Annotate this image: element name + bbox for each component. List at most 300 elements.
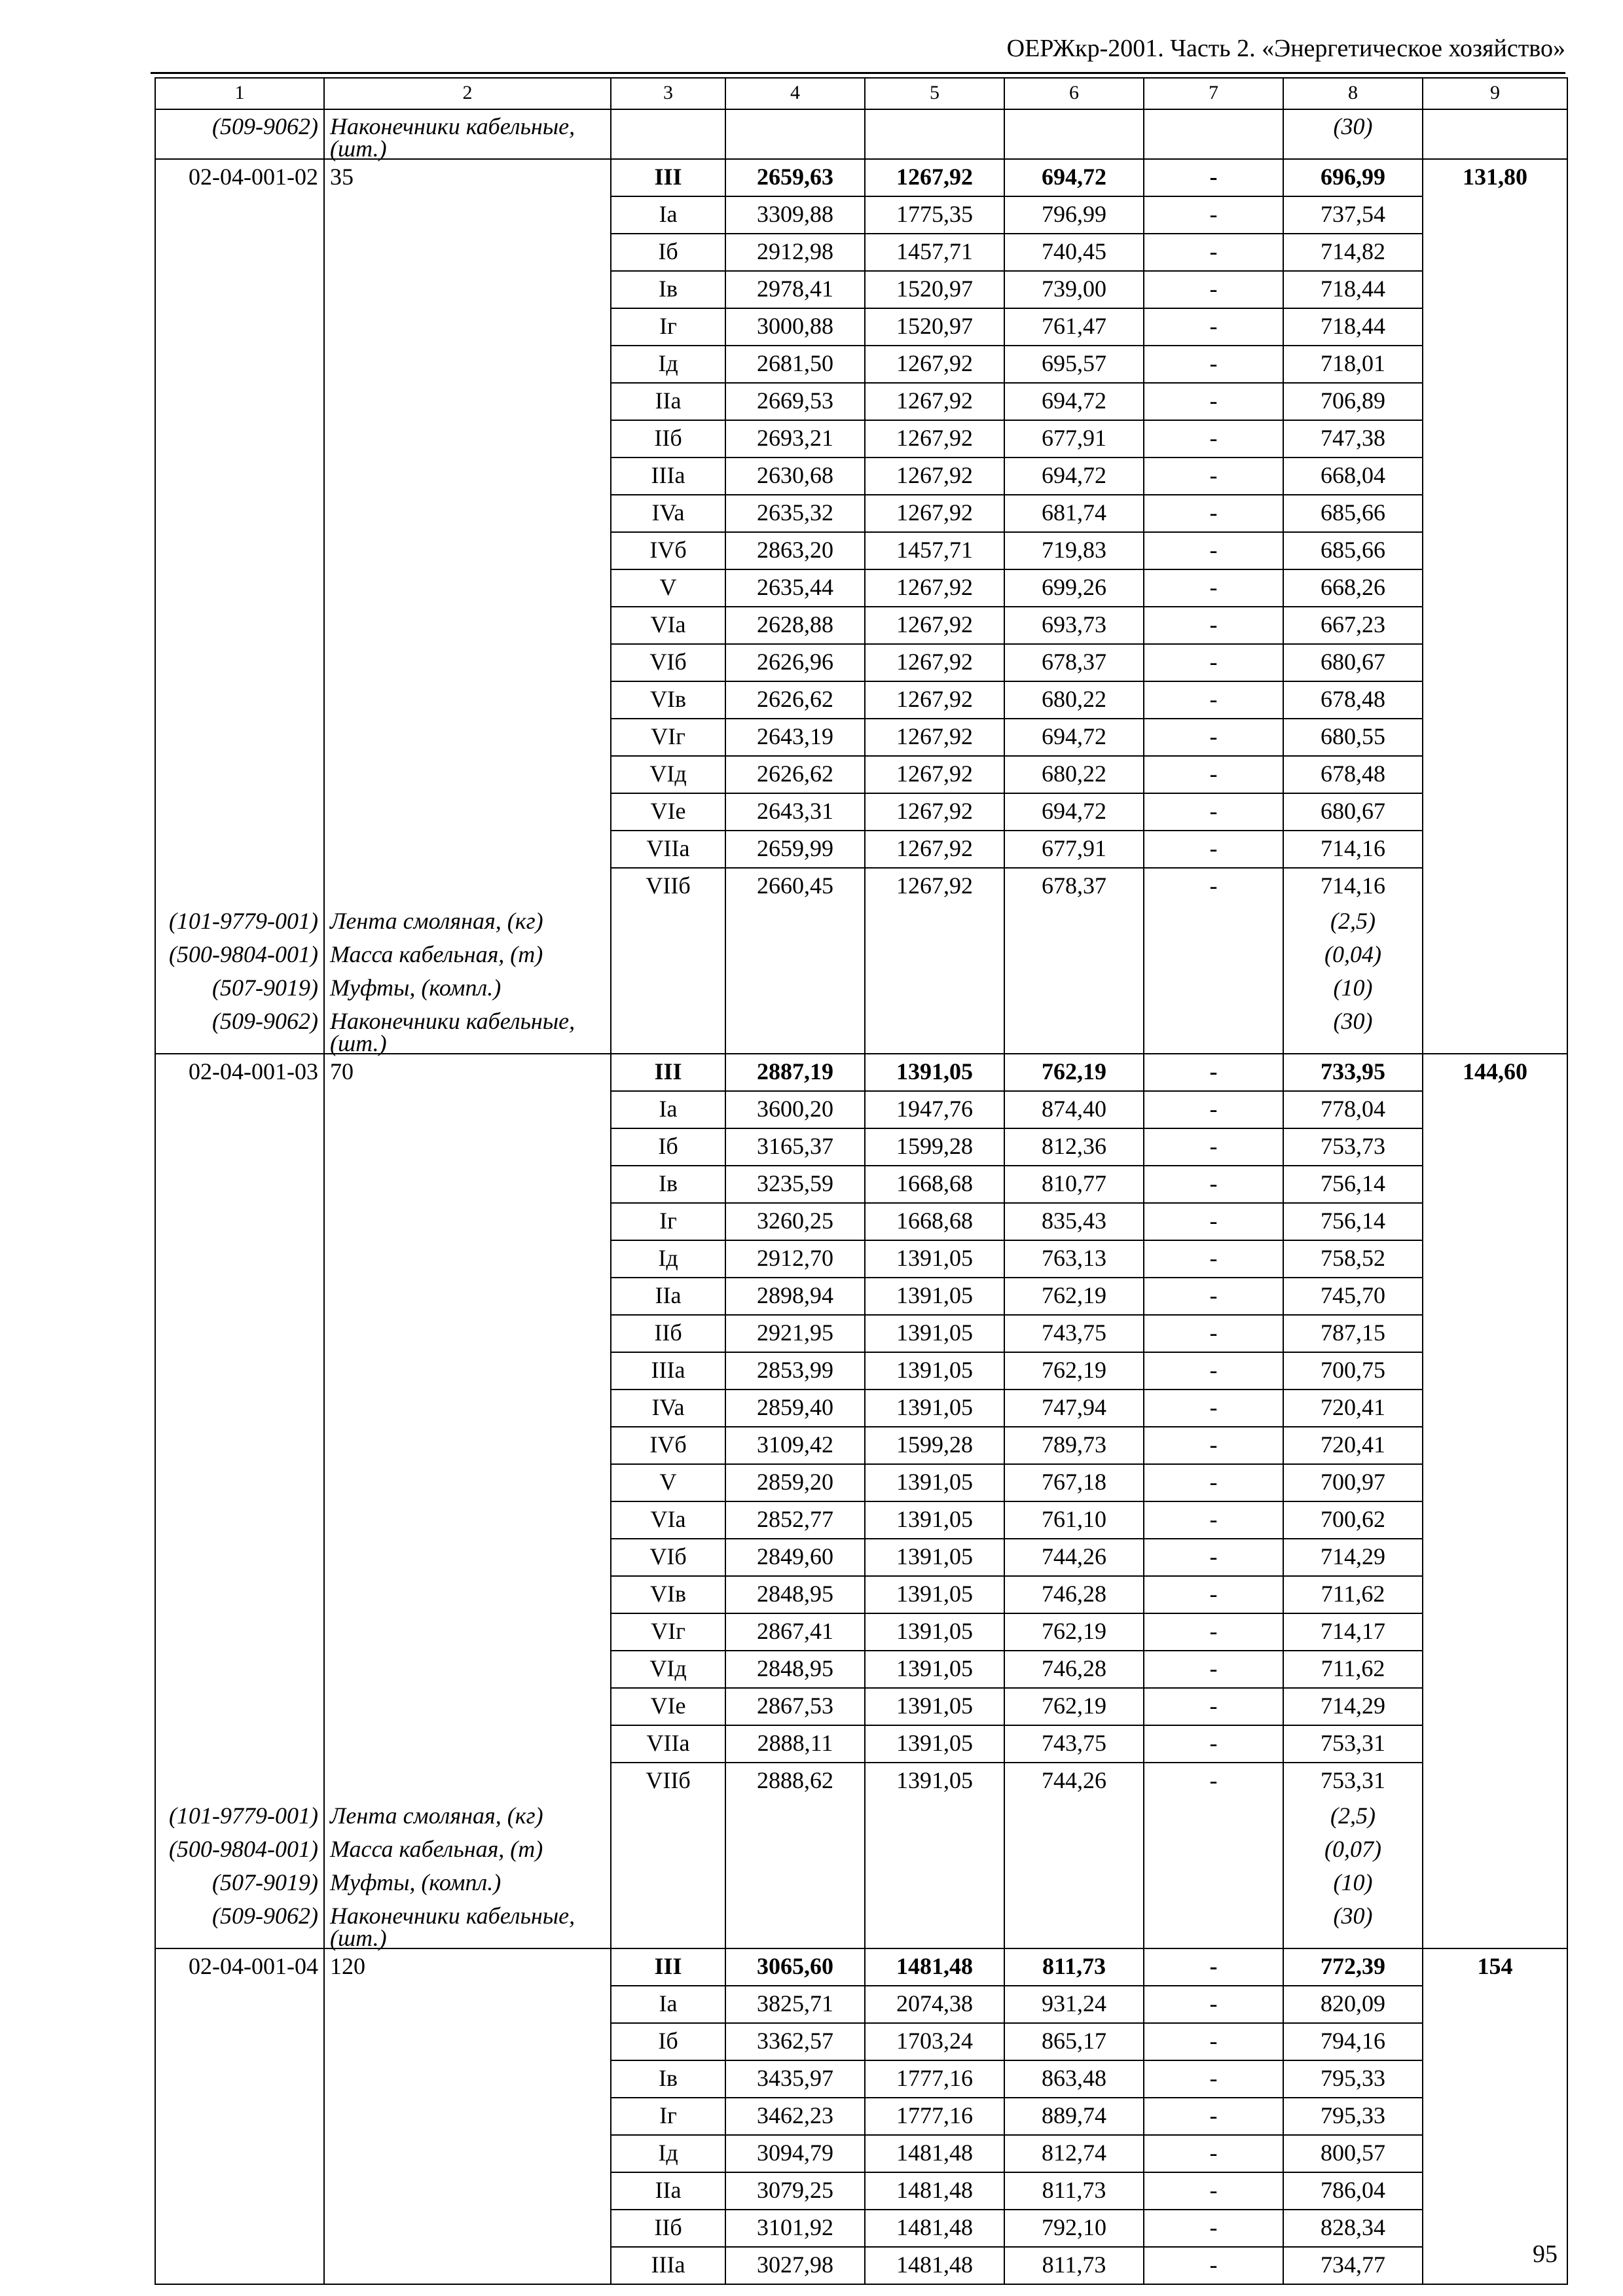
machines-text: 719,83 — [1042, 537, 1106, 563]
wages-text: 1391,05 — [896, 1730, 973, 1756]
region-cell — [611, 1725, 725, 1763]
wages-cell — [865, 831, 1004, 868]
materials-cell — [1283, 2060, 1423, 2098]
total-cost-cell — [725, 1576, 865, 1613]
materials-text: 678,48 — [1321, 686, 1385, 712]
machines-cell — [1004, 2247, 1144, 2284]
materials-cell — [1283, 831, 1423, 868]
materials-cell — [1283, 1464, 1423, 1501]
materials-text: 745,70 — [1321, 1282, 1385, 1308]
machinists-wages-cell — [1144, 2023, 1283, 2060]
total-cost-text: 2867,53 — [757, 1693, 833, 1719]
wages-text: 1267,92 — [896, 686, 973, 712]
code-cell — [155, 308, 324, 346]
code-cell — [155, 644, 324, 681]
code-cell — [155, 756, 324, 793]
code-cell — [155, 2060, 324, 2098]
wages-text: 1391,05 — [896, 1282, 973, 1308]
name-cell — [324, 1166, 611, 1203]
machinists-wages-text: - — [1209, 761, 1218, 787]
machinists-wages-cell — [1144, 644, 1283, 681]
materials-text: (0,04) — [1324, 941, 1381, 967]
machinists-wages-cell — [1144, 383, 1283, 420]
wages-cell — [865, 971, 1004, 1005]
material-row — [155, 1005, 1567, 1054]
code-cell — [155, 1613, 324, 1651]
code-cell — [155, 383, 324, 420]
machines-cell — [1004, 1539, 1144, 1576]
total-cost-text: 2635,44 — [757, 574, 833, 600]
materials-cell — [1283, 793, 1423, 831]
labor-cell — [1423, 2060, 1567, 2098]
materials-cell — [1283, 1390, 1423, 1427]
machinists-wages-text: - — [1209, 1394, 1218, 1420]
materials-text: 668,04 — [1321, 462, 1385, 488]
machinists-wages-text: - — [1209, 1953, 1218, 1979]
total-cost-text: 3000,88 — [757, 313, 833, 339]
region-cell — [611, 159, 725, 196]
region-cell — [611, 1986, 725, 2023]
labor-cell — [1423, 1725, 1567, 1763]
rate-row — [155, 1278, 1567, 1315]
region-text: IIб — [654, 425, 682, 451]
materials-text: 795,33 — [1321, 2102, 1385, 2128]
machines-cell — [1004, 109, 1144, 159]
machines-cell — [1004, 2172, 1144, 2210]
labor-cell — [1423, 1128, 1567, 1166]
total-cost-text: 3462,23 — [757, 2102, 833, 2128]
total-cost-text: 2912,70 — [757, 1245, 833, 1271]
region-text: VIe — [650, 1693, 686, 1719]
wages-cell — [865, 905, 1004, 938]
code-cell — [155, 1203, 324, 1240]
machines-text: 874,40 — [1042, 1096, 1106, 1122]
labor-cell — [1423, 1833, 1567, 1866]
total-cost-cell — [725, 607, 865, 644]
code-cell — [155, 1833, 324, 1866]
total-cost-cell — [725, 831, 865, 868]
total-cost-text: 2912,98 — [757, 238, 833, 264]
column-number: 5 — [865, 78, 1004, 109]
region-text: VIв — [650, 1581, 686, 1607]
machinists-wages-cell — [1144, 1054, 1283, 1091]
machinists-wages-text: - — [1209, 2251, 1218, 2278]
materials-text: 714,29 — [1321, 1693, 1385, 1719]
machinists-wages-cell — [1144, 196, 1283, 234]
code-cell — [155, 1799, 324, 1833]
rate-row — [155, 1688, 1567, 1725]
wages-text: 1391,05 — [896, 1394, 973, 1420]
machinists-wages-text: - — [1209, 1282, 1218, 1308]
region-text: Iв — [659, 2065, 678, 2091]
machinists-wages-cell — [1144, 1688, 1283, 1725]
materials-text: 706,89 — [1321, 387, 1385, 414]
machines-cell — [1004, 1763, 1144, 1799]
region-text: IIIa — [651, 2251, 685, 2278]
materials-cell — [1283, 2135, 1423, 2172]
total-cost-text: 2921,95 — [757, 1319, 833, 1346]
labor-cell — [1423, 1986, 1567, 2023]
code-text: (101-9779-001) — [169, 1803, 318, 1829]
machines-cell — [1004, 1464, 1144, 1501]
machines-cell — [1004, 1005, 1144, 1054]
materials-cell — [1283, 1203, 1423, 1240]
name-cell — [324, 719, 611, 756]
rate-row — [155, 1948, 1567, 1986]
region-text: VIe — [650, 798, 686, 824]
machines-text: 693,73 — [1042, 611, 1106, 637]
total-cost-text: 3825,71 — [757, 1990, 833, 2017]
materials-cell — [1283, 457, 1423, 495]
total-cost-cell — [725, 1054, 865, 1091]
machines-text: 812,36 — [1042, 1133, 1106, 1159]
materials-text: 714,82 — [1321, 238, 1385, 264]
region-text: Iг — [659, 313, 677, 339]
machines-text: 865,17 — [1042, 2028, 1106, 2054]
materials-cell — [1283, 1948, 1423, 1986]
total-cost-text: 3165,37 — [757, 1133, 833, 1159]
machines-text: 811,73 — [1042, 1953, 1106, 1979]
total-cost-cell — [725, 905, 865, 938]
name-cell — [324, 1054, 611, 1091]
machinists-wages-text: - — [1209, 238, 1218, 264]
name-cell — [324, 308, 611, 346]
machinists-wages-cell — [1144, 1539, 1283, 1576]
code-cell — [155, 346, 324, 383]
labor-cell — [1423, 905, 1567, 938]
name-cell — [324, 607, 611, 644]
column-number: 3 — [611, 78, 725, 109]
wages-cell — [865, 1833, 1004, 1866]
machines-cell — [1004, 1240, 1144, 1278]
total-cost-cell — [725, 495, 865, 532]
machines-cell — [1004, 1948, 1144, 1986]
machines-cell — [1004, 938, 1144, 971]
wages-cell — [865, 1278, 1004, 1315]
rate-row — [155, 271, 1567, 308]
materials-cell — [1283, 346, 1423, 383]
machinists-wages-text: - — [1209, 350, 1218, 376]
total-cost-cell — [725, 1240, 865, 1278]
code-cell — [155, 1128, 324, 1166]
name-cell — [324, 1763, 611, 1799]
materials-cell — [1283, 1278, 1423, 1315]
machinists-wages-cell — [1144, 1390, 1283, 1427]
materials-cell — [1283, 1005, 1423, 1054]
wages-text: 1267,92 — [896, 462, 973, 488]
name-cell — [324, 1128, 611, 1166]
wages-cell — [865, 457, 1004, 495]
rate-row — [155, 420, 1567, 457]
total-cost-text: 2626,62 — [757, 686, 833, 712]
machinists-wages-cell — [1144, 271, 1283, 308]
materials-cell — [1283, 1763, 1423, 1799]
total-cost-text: 2630,68 — [757, 462, 833, 488]
code-cell — [155, 607, 324, 644]
machines-cell — [1004, 2135, 1144, 2172]
region-cell — [611, 719, 725, 756]
name-cell — [324, 495, 611, 532]
region-cell — [611, 831, 725, 868]
machinists-wages-cell — [1144, 1501, 1283, 1539]
materials-cell — [1283, 1539, 1423, 1576]
region-text: Iд — [658, 1245, 678, 1271]
materials-text: 820,09 — [1321, 1990, 1385, 2017]
name-cell — [324, 1005, 611, 1054]
machinists-wages-cell — [1144, 569, 1283, 607]
labor-cell — [1423, 1799, 1567, 1833]
name-cell — [324, 1899, 611, 1951]
code-cell — [155, 1091, 324, 1128]
machinists-wages-text: - — [1209, 611, 1218, 637]
labor-cell — [1423, 831, 1567, 868]
materials-text: 756,14 — [1321, 1208, 1385, 1234]
region-cell — [611, 1166, 725, 1203]
code-cell — [155, 1278, 324, 1315]
total-cost-cell — [725, 1005, 865, 1054]
total-cost-text: 2853,99 — [757, 1357, 833, 1383]
name-cell — [324, 1427, 611, 1464]
materials-text: 680,67 — [1321, 798, 1385, 824]
total-cost-cell — [725, 159, 865, 196]
region-text: III — [654, 1953, 682, 1979]
region-cell — [611, 1576, 725, 1613]
region-cell — [611, 1688, 725, 1725]
rate-row — [155, 1501, 1567, 1539]
materials-text: 680,67 — [1321, 649, 1385, 675]
materials-cell — [1283, 644, 1423, 681]
machines-cell — [1004, 1054, 1144, 1091]
rate-row — [155, 1725, 1567, 1763]
wages-cell — [865, 1799, 1004, 1833]
materials-text: 685,66 — [1321, 499, 1385, 526]
name-cell — [324, 1315, 611, 1352]
materials-text: 828,34 — [1321, 2214, 1385, 2240]
region-cell — [611, 681, 725, 719]
materials-cell — [1283, 1986, 1423, 2023]
total-cost-cell — [725, 1278, 865, 1315]
total-cost-cell — [725, 971, 865, 1005]
wages-cell — [865, 793, 1004, 831]
name-cell — [324, 234, 611, 271]
materials-cell — [1283, 1501, 1423, 1539]
region-text: Iг — [659, 1208, 677, 1234]
materials-text: (0,07) — [1324, 1836, 1381, 1862]
wages-cell — [865, 1203, 1004, 1240]
machines-text: 681,74 — [1042, 499, 1106, 526]
total-cost-cell — [725, 1986, 865, 2023]
region-cell — [611, 1613, 725, 1651]
labor-cell — [1423, 1054, 1567, 1091]
wages-cell — [865, 1501, 1004, 1539]
machinists-wages-text: - — [1209, 1170, 1218, 1196]
total-cost-cell — [725, 2135, 865, 2172]
machines-cell — [1004, 1986, 1144, 2023]
materials-text: (30) — [1333, 1008, 1373, 1034]
rate-row — [155, 1166, 1567, 1203]
wages-text: 1668,68 — [896, 1208, 973, 1234]
machines-text: 677,91 — [1042, 835, 1106, 861]
machinists-wages-cell — [1144, 2210, 1283, 2247]
machines-text: 863,48 — [1042, 2065, 1106, 2091]
code-cell — [155, 1427, 324, 1464]
total-cost-cell — [725, 2023, 865, 2060]
region-text: VIa — [650, 611, 686, 637]
wages-cell — [865, 109, 1004, 159]
total-cost-cell — [725, 1833, 865, 1866]
code-cell — [155, 681, 324, 719]
materials-cell — [1283, 532, 1423, 569]
total-cost-cell — [725, 109, 865, 159]
region-cell — [611, 1799, 725, 1833]
materials-cell — [1283, 1799, 1423, 1833]
name-cell — [324, 1539, 611, 1576]
rate-row — [155, 2210, 1567, 2247]
machines-text: 889,74 — [1042, 2102, 1106, 2128]
machines-text: 694,72 — [1042, 164, 1106, 190]
region-cell — [611, 2060, 725, 2098]
machines-text: 747,94 — [1042, 1394, 1106, 1420]
wages-text: 1391,05 — [896, 1058, 973, 1085]
machines-cell — [1004, 383, 1144, 420]
materials-cell — [1283, 2210, 1423, 2247]
region-cell — [611, 457, 725, 495]
region-text: VIв — [650, 686, 686, 712]
materials-cell — [1283, 1576, 1423, 1613]
code-cell — [155, 2172, 324, 2210]
machinists-wages-cell — [1144, 234, 1283, 271]
region-cell — [611, 383, 725, 420]
region-text: IIa — [655, 1282, 682, 1308]
name-cell — [324, 1651, 611, 1688]
wages-cell — [865, 938, 1004, 971]
machinists-wages-cell — [1144, 1833, 1283, 1866]
machinists-wages-text: - — [1209, 574, 1218, 600]
material-row — [155, 1899, 1567, 1948]
name-cell — [324, 971, 611, 1005]
materials-text: (10) — [1333, 975, 1373, 1001]
code-text: 02-04-001-03 — [189, 1058, 318, 1085]
name-cell — [324, 1501, 611, 1539]
machinists-wages-cell — [1144, 1651, 1283, 1688]
materials-cell — [1283, 271, 1423, 308]
labor-cell — [1423, 109, 1567, 159]
code-cell — [155, 1576, 324, 1613]
machines-cell — [1004, 159, 1144, 196]
machinists-wages-cell — [1144, 1352, 1283, 1390]
machines-cell — [1004, 1427, 1144, 1464]
machines-cell — [1004, 2210, 1144, 2247]
materials-text: 733,95 — [1321, 1058, 1385, 1085]
name-cell — [324, 159, 611, 196]
wages-text: 1775,35 — [896, 201, 973, 227]
machines-cell — [1004, 495, 1144, 532]
code-text: (509-9062) — [212, 1903, 318, 1929]
region-cell — [611, 1054, 725, 1091]
materials-text: 718,44 — [1321, 313, 1385, 339]
region-cell — [611, 1763, 725, 1799]
materials-text: 700,75 — [1321, 1357, 1385, 1383]
wages-text: 1267,92 — [896, 798, 973, 824]
region-text: III — [654, 1058, 682, 1085]
rate-row — [155, 831, 1567, 868]
machines-text: 746,28 — [1042, 1581, 1106, 1607]
materials-text: 720,41 — [1321, 1431, 1385, 1458]
labor-cell — [1423, 719, 1567, 756]
materials-text: 758,52 — [1321, 1245, 1385, 1271]
labor-cell — [1423, 1651, 1567, 1688]
region-cell — [611, 868, 725, 905]
wages-cell — [865, 2210, 1004, 2247]
machines-text: 763,13 — [1042, 1245, 1106, 1271]
name-cell — [324, 196, 611, 234]
region-cell — [611, 644, 725, 681]
wages-text: 1481,48 — [896, 1953, 973, 1979]
name-cell — [324, 271, 611, 308]
machinists-wages-cell — [1144, 1315, 1283, 1352]
code-cell — [155, 1866, 324, 1899]
machines-cell — [1004, 1166, 1144, 1203]
code-cell — [155, 2023, 324, 2060]
name-cell — [324, 1613, 611, 1651]
name-text: Наконечники кабельные, — [330, 113, 575, 139]
labor-cell — [1423, 1688, 1567, 1725]
total-cost-text: 2898,94 — [757, 1282, 833, 1308]
machines-text: 678,37 — [1042, 872, 1106, 899]
column-number: 6 — [1004, 78, 1144, 109]
total-cost-text: 3109,42 — [757, 1431, 833, 1458]
labor-cell — [1423, 569, 1567, 607]
region-cell — [611, 1539, 725, 1576]
material-row — [155, 109, 1567, 159]
machinists-wages-cell — [1144, 532, 1283, 569]
labor-cell — [1423, 234, 1567, 271]
column-number: 7 — [1144, 78, 1283, 109]
wages-cell — [865, 271, 1004, 308]
labor-cell — [1423, 1501, 1567, 1539]
region-cell — [611, 905, 725, 938]
region-cell — [611, 1948, 725, 1986]
machinists-wages-cell — [1144, 420, 1283, 457]
materials-text: 786,04 — [1321, 2177, 1385, 2203]
region-cell — [611, 793, 725, 831]
materials-cell — [1283, 971, 1423, 1005]
machinists-wages-cell — [1144, 109, 1283, 159]
materials-cell — [1283, 1128, 1423, 1166]
region-cell — [611, 2023, 725, 2060]
name-text-line2: (шт.) — [330, 1030, 387, 1056]
code-cell — [155, 271, 324, 308]
machinists-wages-cell — [1144, 1427, 1283, 1464]
labor-cell — [1423, 1203, 1567, 1240]
materials-text: 787,15 — [1321, 1319, 1385, 1346]
labor-cell — [1423, 1763, 1567, 1799]
machines-text: 680,22 — [1042, 686, 1106, 712]
machinists-wages-cell — [1144, 2098, 1283, 2135]
materials-text: (2,5) — [1330, 908, 1376, 934]
machines-text: 810,77 — [1042, 1170, 1106, 1196]
rate-row — [155, 756, 1567, 793]
materials-cell — [1283, 1866, 1423, 1899]
code-cell — [155, 1166, 324, 1203]
machines-cell — [1004, 905, 1144, 938]
wages-text: 1599,28 — [896, 1133, 973, 1159]
name-text: Масса кабельная, (т) — [330, 1836, 543, 1862]
machinists-wages-cell — [1144, 1725, 1283, 1763]
materials-cell — [1283, 868, 1423, 905]
rate-row — [155, 457, 1567, 495]
total-cost-text: 2643,31 — [757, 798, 833, 824]
